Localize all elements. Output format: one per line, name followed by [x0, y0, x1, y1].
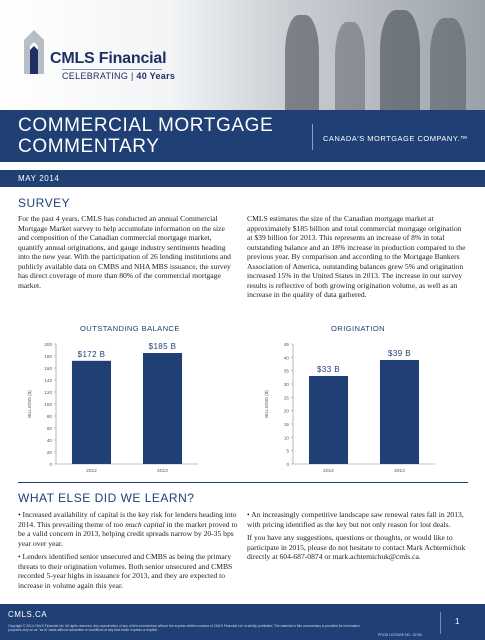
- chart-title-origination: ORIGINATION: [331, 324, 386, 333]
- survey-paragraph: For the past 4 years, CMLS has conducted an annual Commercial Mortgage Market survey to help accumulate information on the size and composition of the Canadian commercial mortgage market, quantify annual originations, and gauge industry sentiments heading into the new year. With the participation of 26 lending institutions and publicly available data on CMBS and NHA MBS issuance, the survey has direct coverage of more than 80% of the commercial mortgage market.: [18, 214, 231, 290]
- y-tick-label: 60: [46, 426, 52, 431]
- photo-figure: [380, 10, 420, 110]
- y-tick-label: 40: [46, 438, 52, 443]
- logo-divider: [62, 69, 162, 70]
- bar: [309, 376, 348, 464]
- learn-heading: WHAT ELSE DID WE LEARN?: [18, 491, 195, 505]
- y-tick-label: 160: [44, 366, 52, 371]
- title-band: [0, 110, 485, 162]
- logo-name: CMLS Financial: [50, 50, 167, 67]
- section-divider: [18, 482, 468, 483]
- bar: [72, 361, 111, 464]
- learn-right-column: [247, 510, 467, 566]
- y-tick-label: 20: [283, 408, 289, 414]
- y-tick-label: 20: [46, 450, 52, 455]
- x-tick-label: 2012: [323, 469, 334, 474]
- contact-paragraph: If you have any suggestions, questions or thoughts, or would like to participate in 2015, please do not hesitate to contact Mark Achtemichuk directly at 604-687-0874 or mark.achtemichuk@cmls.ca.: [247, 533, 466, 561]
- header-photo: [0, 0, 485, 110]
- y-tick-label: 40: [283, 355, 289, 361]
- learn-left-column: [18, 510, 238, 594]
- footer-divider: [440, 612, 441, 634]
- tagline: CANADA'S MORTGAGE COMPANY.™: [323, 134, 468, 143]
- photo-figure: [335, 22, 365, 110]
- y-tick-label: 0: [49, 462, 52, 467]
- y-tick-label: 45: [283, 342, 289, 347]
- y-tick-label: 0: [286, 462, 289, 467]
- origination-chart: [255, 336, 465, 476]
- y-tick-label: 140: [44, 378, 52, 383]
- y-tick-label: 180: [44, 354, 52, 359]
- learn-bullet: • Lenders identified senior unsecured and CMBS as being the primary threats to their origination volumes. Both senior unsecured and CMBS recorded 5-year highs in issuance for 2013, and they are expected to increase in volume again this year.: [18, 552, 233, 590]
- y-tick-label: 30: [283, 382, 289, 387]
- footer-legal: Copyright © 2014 CMLS Financial Ltd. All rights reserved. Any reproduction of any of this commentary without the express written consent of CMLS Financial Ltd. is strictly prohibited. The material in this commentary is provided for information purposes only on an "as is" basis without warranties or conditions of any kind either express or implied.: [8, 624, 360, 633]
- y-tick-label: 200: [44, 342, 52, 347]
- page-number: 1: [455, 617, 460, 626]
- x-tick-label: 2012: [86, 469, 97, 474]
- y-tick-label: 10: [283, 435, 289, 441]
- bar: [143, 353, 182, 464]
- y-tick-label: 120: [44, 390, 52, 395]
- photo-figure: [430, 18, 466, 110]
- bar: [380, 360, 419, 464]
- learn-bullet: • Increased availability of capital is the key risk for lenders heading into 2014. This prevailing theme of too much capital in the market proved to be a valid concern in 2013, helping credit spreads narrow by 20-35 bps year over year.: [18, 510, 238, 548]
- survey-right-column: [247, 214, 467, 304]
- y-tick-label: 35: [283, 368, 289, 374]
- survey-left-column: [18, 214, 236, 294]
- bar-data-label: $172 B: [77, 349, 106, 359]
- issue-date: MAY 2014: [18, 174, 60, 183]
- date-band: [0, 170, 485, 187]
- y-tick-label: 100: [44, 402, 52, 407]
- footer-site-link[interactable]: CMLS.CA: [8, 610, 48, 619]
- bar-data-label: $185 B: [148, 342, 177, 351]
- logo-celebrating: CELEBRATING | 40 Years: [62, 71, 176, 81]
- survey-heading: SURVEY: [18, 196, 71, 210]
- y-tick-label: 5: [286, 448, 289, 454]
- y-axis-label: BILLIONS ($): [264, 390, 269, 418]
- y-tick-label: 15: [283, 422, 289, 427]
- x-tick-label: 2013: [157, 469, 168, 474]
- x-tick-label: 2013: [394, 469, 405, 474]
- footer: [0, 604, 485, 640]
- y-tick-label: 80: [46, 414, 52, 419]
- tagline-divider: [312, 124, 313, 150]
- y-axis-label: BILLIONS ($): [27, 390, 32, 418]
- logo-mark-icon: [22, 30, 46, 74]
- chart-title-outstanding: OUTSTANDING BALANCE: [80, 324, 180, 333]
- page-title: COMMERCIAL MORTGAGE COMMENTARY: [18, 115, 274, 157]
- product-code: PROD LICENSE NO. 10760: [378, 633, 422, 637]
- y-tick-label: 25: [283, 395, 289, 401]
- photo-figure: [285, 15, 319, 110]
- learn-bullet: • An increasingly competitive landscape saw renewal rates fall in 2013, with pricing identified as the key but not only reason for lost deals.: [247, 510, 464, 529]
- outstanding-balance-chart: [18, 336, 228, 476]
- bar-data-label: $39 B: [388, 349, 411, 358]
- bar-data-label: $33 B: [317, 365, 340, 374]
- survey-paragraph: CMLS estimates the size of the Canadian mortgage market at approximately $185 billion and total commercial mortgage origination at $39 billion for 2013. This represents an increase of 8% in total outstanding balance and an 18% increase in production compared to the previous year. By comparison and according to the Mortgage Bankers Association of America, outstanding balances grew 5% and origination increased 15% in the United States in 2013. The increase in our survey results is reflective of both growing origination volume, as well as an increase in the quality of data gathered.: [247, 214, 466, 299]
